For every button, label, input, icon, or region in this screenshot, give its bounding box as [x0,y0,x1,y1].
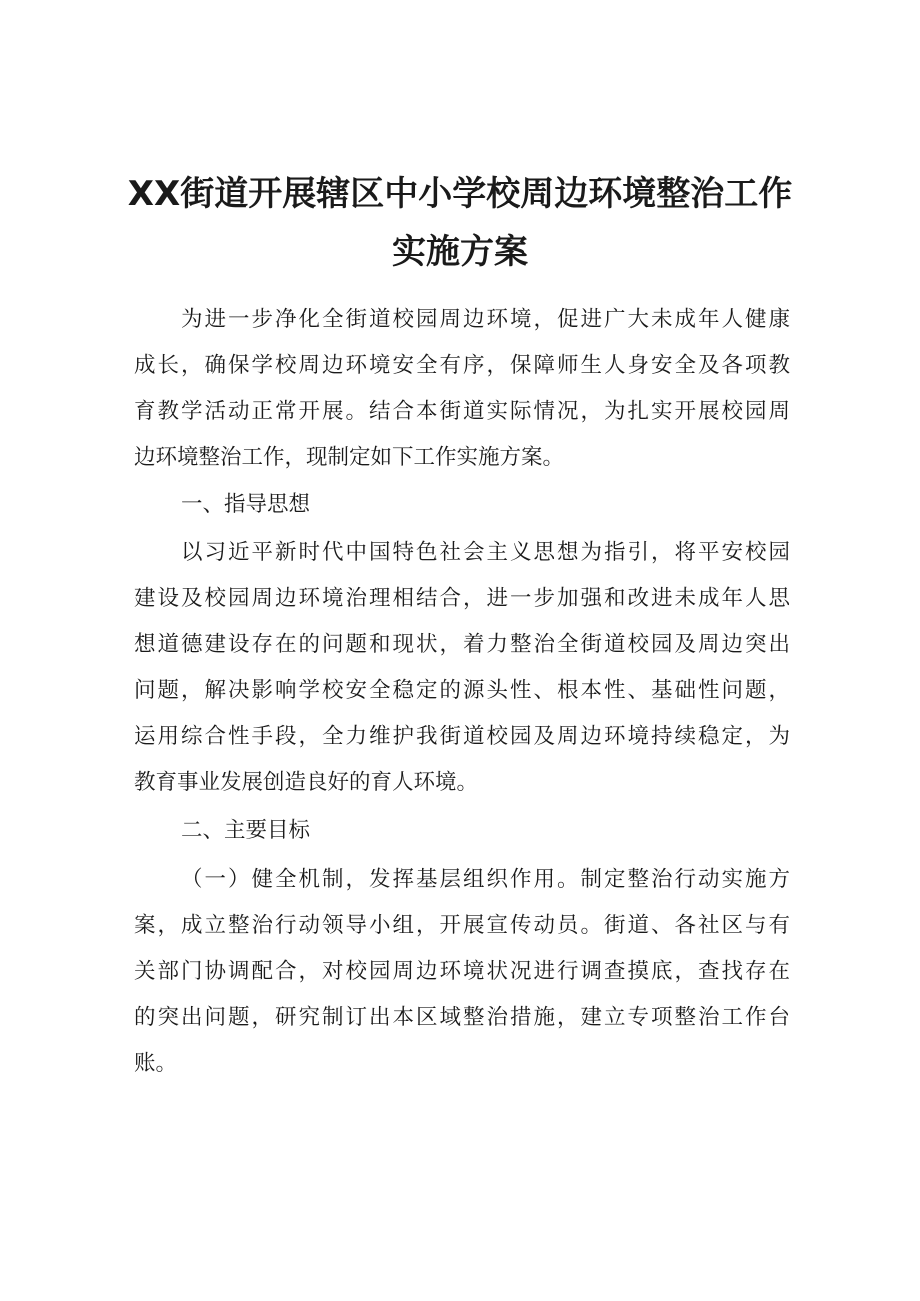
section1-line: 想道德建设存在的问题和现状，着力整治全街道校园及周边突出 [134,632,790,657]
section2-item1-line: （一）健全机制，发挥基层组织作用。制定整治行动实施方 [181,867,790,892]
document-title-line-1: XX街道开展辖区中小学校周边环境整治工作 [127,174,793,214]
document-title-line-2: 实施方案 [392,232,528,272]
section2-item1-line: 的突出问题，研究制订出本区域整治措施，建立专项整治工作台 [134,1005,790,1030]
section-heading-guiding-ideology: 一、指导思想 [181,492,311,517]
intro-line: 成长，确保学校周边环境安全有序，保障师生人身安全及各项教 [134,353,790,378]
section1-line: 以习近平新时代中国特色社会主义思想为指引，将平安校园 [181,540,790,565]
intro-line: 育教学活动正常开展。结合本街道实际情况，为扎实开展校园周 [134,399,790,424]
section-heading-main-goals: 二、主要目标 [181,818,311,843]
section1-line: 建设及校园周边环境治理相结合，进一步加强和改进未成年人思 [134,586,790,611]
section2-item1-line: 关部门协调配合，对校园周边环境状况进行调查摸底，查找存在 [134,959,790,984]
section2-item1-line: 账。 [134,1051,178,1076]
section1-line: 教育事业发展创造良好的育人环境。 [134,770,479,795]
section1-line: 问题，解决影响学校安全稳定的源头性、根本性、基础性问题， [134,678,790,703]
section2-item1-line: 案，成立整治行动领导小组，开展宣传动员。街道、各社区与有 [134,913,790,938]
intro-line: 为进一步净化全街道校园周边环境，促进广大未成年人健康 [181,307,790,332]
section1-line: 运用综合性手段，全力维护我街道校园及周边环境持续稳定，为 [134,724,790,749]
intro-line: 边环境整治工作，现制定如下工作实施方案。 [134,445,565,470]
